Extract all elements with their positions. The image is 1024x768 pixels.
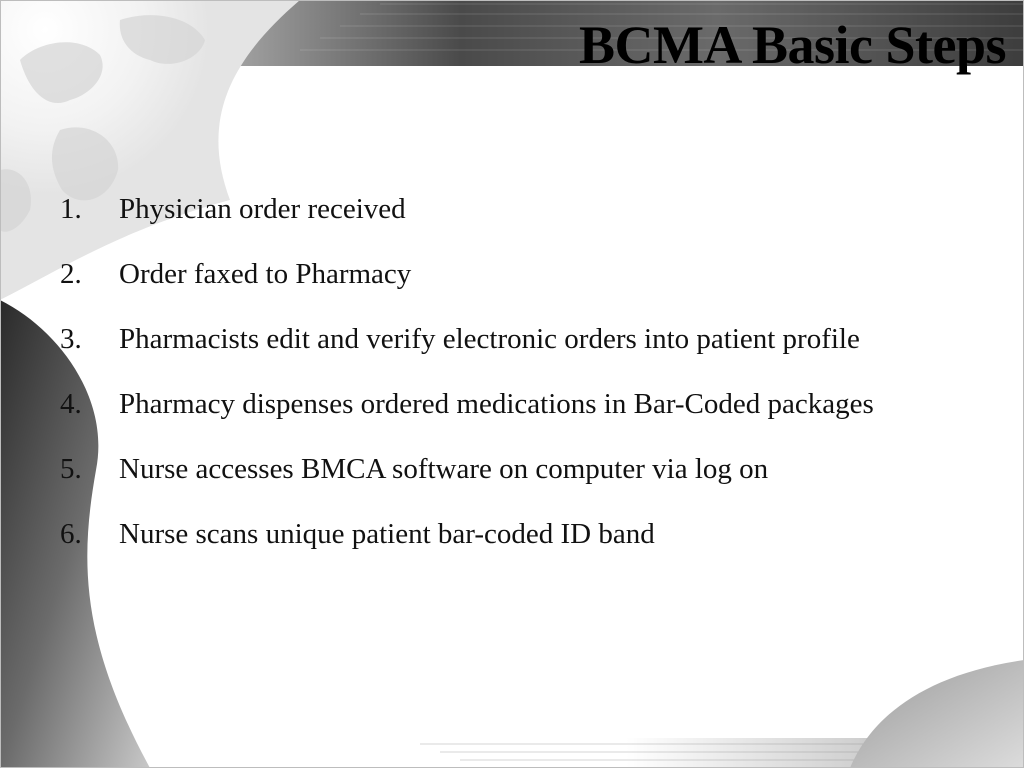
step-number: 5. bbox=[60, 453, 82, 485]
step-number: 3. bbox=[60, 323, 82, 355]
step-text: Nurse scans unique patient bar-coded ID band bbox=[119, 518, 655, 550]
step-number: 6. bbox=[60, 518, 82, 550]
step-number: 2. bbox=[60, 258, 82, 290]
step-text: Physician order received bbox=[119, 193, 406, 225]
step-text: Nurse accesses BMCA software on computer via log on bbox=[119, 453, 769, 485]
list-item bbox=[60, 181, 936, 238]
step-number: 1. bbox=[60, 193, 82, 225]
list-item bbox=[60, 506, 936, 563]
list-item bbox=[60, 441, 936, 498]
slide-title: BCMA Basic Steps bbox=[578, 15, 1006, 75]
step-text: Pharmacy dispenses ordered medications in Bar-Coded packages bbox=[119, 388, 874, 420]
step-number: 4. bbox=[60, 388, 82, 420]
list-item bbox=[60, 311, 936, 368]
list-item bbox=[60, 246, 936, 303]
step-text: Order faxed to Pharmacy bbox=[119, 258, 412, 290]
steps-list bbox=[60, 181, 936, 571]
list-item bbox=[60, 376, 936, 433]
step-text: Pharmacists edit and verify electronic orders into patient profile bbox=[119, 323, 860, 355]
